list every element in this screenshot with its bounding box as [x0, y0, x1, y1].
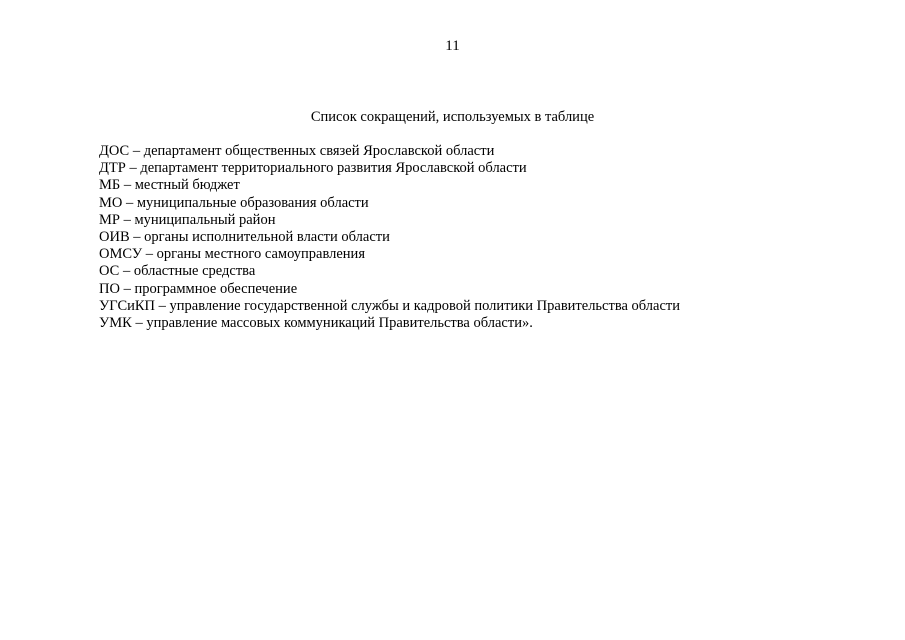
abbreviation-item — [99, 263, 879, 280]
abbreviation-separator: – — [120, 177, 135, 194]
abbreviation-separator: – — [125, 160, 141, 177]
abbreviation-item — [99, 281, 879, 298]
abbreviation-definition: органы исполнительной власти области — [144, 229, 390, 246]
abbreviation-separator: – — [122, 194, 137, 211]
abbreviation-separator: – — [155, 297, 170, 314]
abbreviation-term: МБ — [99, 177, 121, 194]
abbreviation-item — [99, 298, 879, 315]
abbreviation-term: УМК — [99, 315, 132, 332]
abbreviation-separator: – — [142, 246, 157, 263]
abbreviation-term: ОС — [99, 263, 120, 280]
list-title: Список сокращений, используемых в таблице — [310, 109, 595, 125]
abbreviation-item — [99, 195, 879, 212]
abbreviation-item — [99, 177, 879, 194]
abbreviation-term: ОМСУ — [99, 246, 143, 263]
abbreviation-definition: местный бюджет — [134, 177, 240, 194]
abbreviation-separator: – — [129, 143, 144, 159]
abbreviation-separator: – — [131, 315, 147, 332]
abbreviation-term: УГСиКП — [99, 297, 156, 314]
abbreviation-item — [99, 315, 879, 332]
page-number: 11 — [445, 38, 460, 54]
abbreviation-item — [99, 229, 879, 246]
abbreviation-definition: управление массовых коммуникаций Правительства области». — [146, 315, 533, 332]
abbreviation-item — [99, 246, 879, 263]
abbreviation-term: ДОС — [99, 143, 130, 159]
abbreviation-separator: – — [129, 229, 145, 246]
abbreviation-definition: органы местного самоуправления — [156, 246, 365, 263]
abbreviation-list — [99, 143, 879, 332]
abbreviation-item — [99, 143, 879, 160]
abbreviation-definition: управление государственной службы и кадровой политики Правительства области — [169, 297, 681, 314]
abbreviation-separator: – — [119, 280, 135, 297]
abbreviation-term: МР — [99, 211, 120, 228]
abbreviation-item — [99, 160, 879, 177]
abbreviation-definition: областные средства — [133, 263, 256, 280]
abbreviation-separator: – — [119, 263, 134, 280]
abbreviation-term: ПО — [99, 280, 120, 297]
abbreviation-definition: муниципальный район — [134, 211, 276, 228]
abbreviation-definition: программное обеспечение — [134, 280, 298, 297]
abbreviation-item — [99, 212, 879, 229]
abbreviation-definition: департамент территориального развития Ярославской области — [140, 160, 527, 177]
abbreviation-term: ОИВ — [99, 229, 130, 246]
abbreviation-term: ДТР — [99, 160, 126, 177]
abbreviation-definition: департамент общественных связей Ярославской области — [143, 143, 495, 159]
abbreviation-definition: муниципальные образования области — [136, 194, 369, 211]
abbreviation-term: МО — [99, 194, 123, 211]
abbreviation-separator: – — [119, 211, 135, 228]
